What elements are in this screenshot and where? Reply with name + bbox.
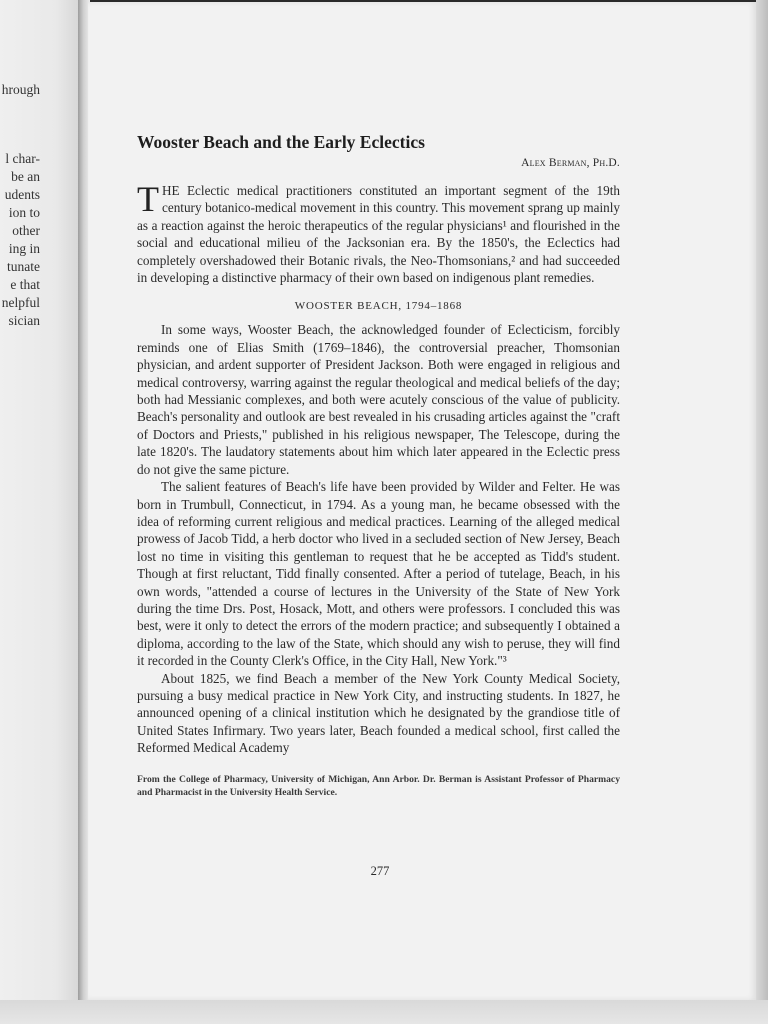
article-title: Wooster Beach and the Early Eclectics	[137, 132, 425, 152]
left-page-fragment: hrough	[1, 82, 40, 97]
body-paragraph: About 1825, we find Beach a member of the New York County Medical Society, pursuing a busy medical practice in New York City, and instructing students. In 1827, he announced opening of a clinical institution which he designated by the grandiose title of United States Infirmary. Two years later, Beach founded a medical school, first called the Reformed Medical Academy	[137, 670, 620, 756]
intro-paragraph	[137, 179, 620, 286]
facing-page-left	[0, 0, 80, 1004]
left-page-fragment: l char-	[5, 151, 40, 166]
left-page-fragment: ion to	[8, 205, 40, 220]
page-edge	[756, 0, 768, 1004]
article-author	[137, 156, 620, 170]
author-name: Alex Berman, Ph.D.	[521, 157, 620, 169]
left-page-fragment: other	[12, 223, 40, 238]
left-page-fragment: nelpful	[1, 295, 40, 310]
left-page-fragment: tunate	[7, 259, 40, 274]
page-number: 277	[370, 864, 390, 878]
left-page-fragment: sician	[8, 313, 40, 328]
drop-cap: T	[137, 179, 159, 219]
section-heading: WOOSTER BEACH, 1794–1868	[294, 300, 463, 313]
footnote: From the College of Pharmacy, University of Michigan, Ann Arbor. Dr. Berman is Assistant Professor of Pharmacy and Pharmacist in the University Health Service.	[137, 773, 620, 798]
left-page-fragment: e that	[10, 277, 40, 292]
left-page-fragment: be an	[11, 169, 40, 184]
body-paragraph: The salient features of Beach's life have been provided by Wilder and Felter. He was born in Trumbull, Connecticut, in 1794. As a young man, he became obsessed with the idea of reforming current religious and medical practices. Learning of the alleged medical prowess of Jacob Tidd, a herb doctor who lived in a secluded section of New Jersey, Beach lost no time in visiting this gentleman to request that he be accepted as Tidd's student. Though at first reluctant, Tidd finally consented. After a period of tutelage, Beach, in his own words, "attended a course of lectures in the University of the State of New York during the time Drs. Post, Hosack, Mott, and others were professors. I concluded this was best, were it only to detect the errors of the modern practice; and subsequently I obtained a diploma, according to the law of the State, which should any wish to peruse, they will find it recorded in the County Clerk's Office, in the City Hall, New York."³	[137, 479, 620, 669]
left-page-fragment: udents	[4, 187, 40, 202]
left-page-fragment: ing in	[8, 241, 40, 256]
body-paragraph: In some ways, Wooster Beach, the acknowledged founder of Eclecticism, forcibly reminds one of Elias Smith (1769–1846), the controversial preacher, Thomsonian physician, and ardent supporter of President Jackson. Both were engaged in religious and medical controversy, warring against the regular theological and medical beliefs of the day; both had Messianic complexes, and both were acutely conscious of the value of publicity. Beach's personality and outlook are best revealed in his crusading articles against the "craft of Doctors and Priests," published in his religious newspaper, The Telescope, during the late 1820's. The laudatory statements about him which later appeared in the Eclectic press do not give the same picture.	[137, 322, 620, 477]
book-bottom-edge	[0, 1000, 768, 1024]
intro-text: HE Eclectic medical practitioners constituted an important segment of the 19th century botanico-medical movement in this country. This movement sprang up mainly as a reaction against the heroic therapeutics of the regular physicians¹ and flourished in the social and educational milieu of the Jacksonian era. By the 1850's, the Eclectics had completely overshadowed their Botanic rivals, the Neo-Thomsonians,² and had succeeded in developing a distinctive pharmacy of their own based on indigenous plant remedies.	[137, 183, 620, 286]
article-body	[137, 130, 620, 808]
